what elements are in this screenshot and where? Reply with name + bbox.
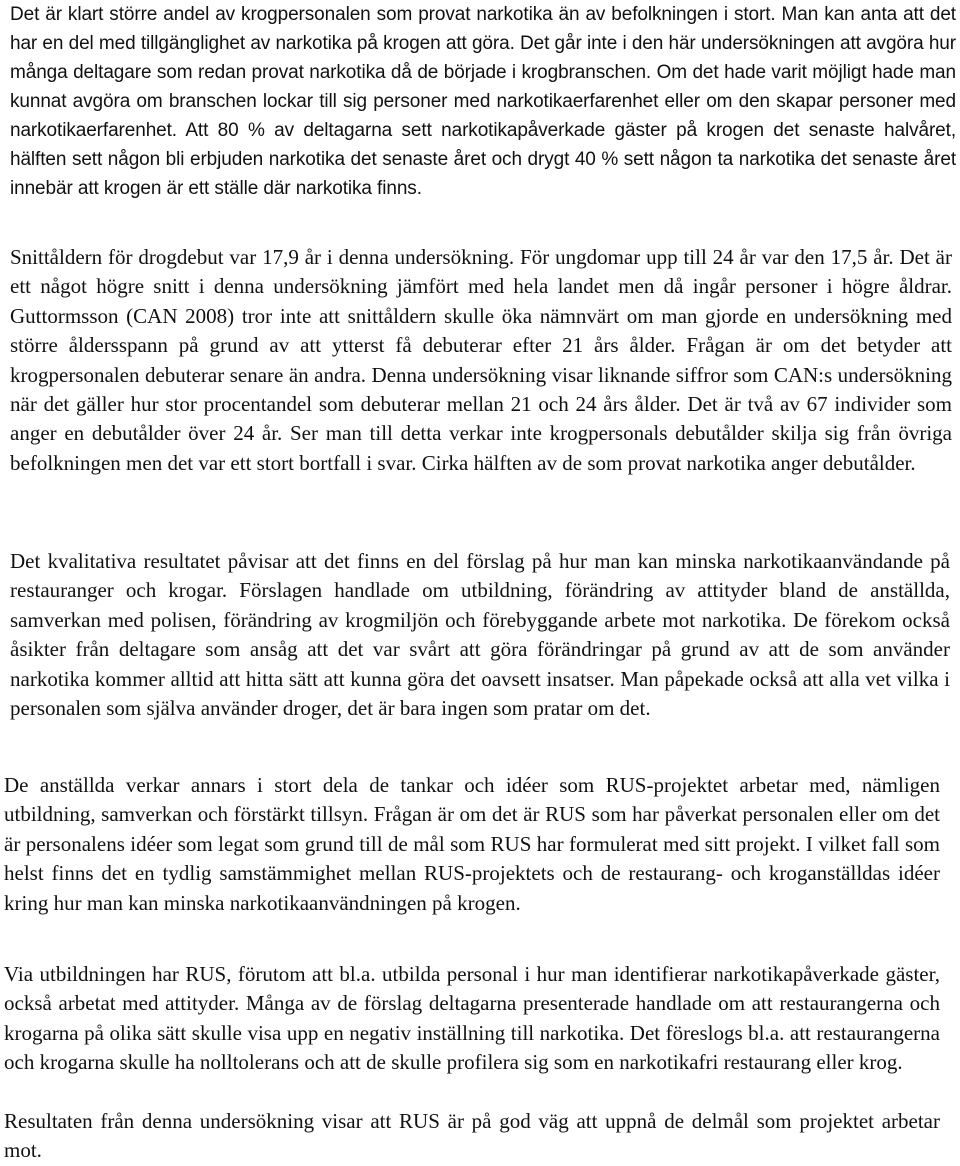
paragraph-resultat-slutsats: Resultaten från denna undersökning visar att RUS är på god väg att uppnå de delmål som projektet arbetar mot. xyxy=(4,1109,940,1163)
paragraph-kvalitativa-resultat: Det kvalitativa resultatet påvisar att det finns en del förslag på hur man kan minska narkotikaanvändande på restauranger och krogar. Förslagen handlade om utbildning, förändring av attityder bland de anställda, samverkan med polisen, förändring av krogmiljön och förebyggande arbete mot narkotika. De förekom också åsikter från deltagare som ansåg att det var svårt att göra förändringar på grund av att de som använder narkotika kommer alltid att hitta sätt att kunna göra det oavsett insatser. Man påpekade också att alla vet vilka i personalen som själva använder droger, det är bara ingen som pratar om det. xyxy=(10,549,950,721)
paragraph-rus-projektet: De anställda verkar annars i stort dela de tankar och idéer som RUS-projektet arbetar med, nämligen utbildning, samverkan och förstärkt tillsyn. Frågan är om det är RUS som har påverkat personalen eller om det är personalens idéer som legat som grund till de mål som RUS har formulerat med sitt projekt. I vilket fall som helst finns det en tydlig samstämmighet mellan RUS-projektets och de restaurang- och kroganställdas idéer kring hur man kan minska narkotikaanvändningen på krogen. xyxy=(4,773,940,915)
paragraph-utbildning-attityder: Via utbildningen har RUS, förutom att bl.a. utbilda personal i hur man identifierar narkotikapåverkade gäster, också arbetat med attityder. Många av de förslag deltagarna presenterade handlade om att restaurangerna och krogarna på olika sätt skulle visa upp en negativ inställning till narkotika. Det föreslogs bl.a. att restaurangerna och krogarna skulle ha nolltolerans och att de skulle profilera sig som en narkotikafri restaurang eller krog. xyxy=(4,962,940,1075)
paragraph-krogpersonal-narkotika: Det är klart större andel av krogpersonalen som provat narkotika än av befolkningen i stort. Man kan anta att det har en del med tillgänglighet av narkotika på krogen att göra. Det går inte i den här undersökningen att avgöra hur många deltagare som redan provat narkotika då de började i krogbranschen. Om det hade varit möjligt hade man kunnat avgöra om branschen lockar till sig personer med narkotikaerfarenhet eller om den skapar personer med narkotikaerfarenhet. Att 80 % av deltagarna sett narkotikapåverkade gäster på krogen det senaste halvåret, hälften sett någon bli erbjuden narkotika det senaste året och drygt 40 % sett någon ta narkotika det senaste året innebär att krogen är ett ställe där narkotika finns. xyxy=(10,4,956,199)
paragraph-drogdebut: Snittåldern för drogdebut var 17,9 år i denna undersökning. För ungdomar upp till 24 år var den 17,5 år. Det är ett något högre snitt i denna undersökning jämfört med hela landet men då ingår personer i högre åldrar. Guttormsson (CAN 2008) tror inte att snittåldern skulle öka nämnvärt om man gjorde en undersökning med större åldersspann på grund av att ytterst få debuterar efter 21 års ålder. Frågan är om det betyder att krogpersonalen debuterar senare än andra. Denna undersökning visar liknande siffror som CAN:s undersökning när det gäller hur stor procentandel som debuterar mellan 21 och 24 års ålder. Det är två av 67 individer som anger en debutålder över 24 år. Ser man till detta verkar inte krogpersonals debutålder skilja sig från övriga befolkningen men det var ett stort bortfall i svar. Cirka hälften av de som provat narkotika anger debutålder. xyxy=(10,245,952,475)
